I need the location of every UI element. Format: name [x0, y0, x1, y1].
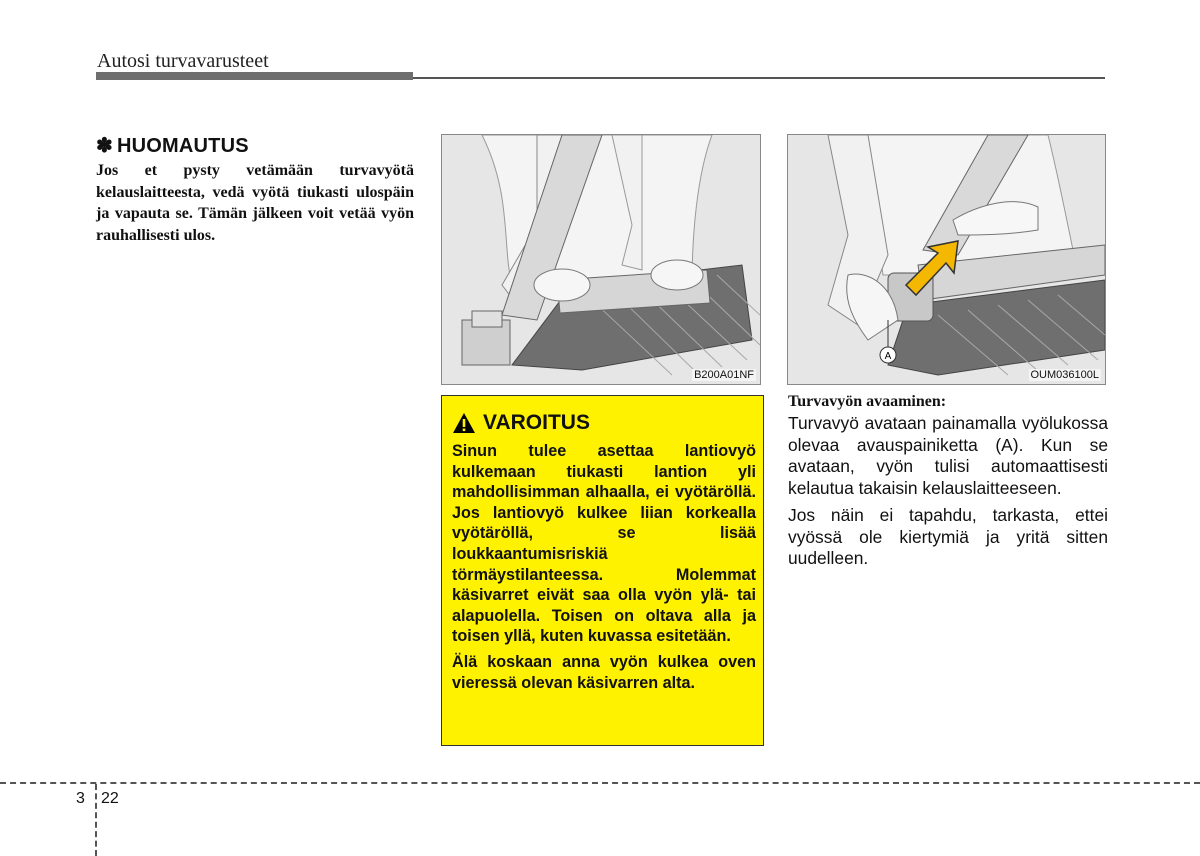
release-subheading: Turvavyön avaaminen: — [788, 393, 947, 410]
warning-paragraph: Älä koskaan anna vyön kulkea oven vieressä olevan käsivarren alta. — [452, 652, 756, 692]
figure-code: OUM036100L — [1030, 369, 1099, 381]
belt-release-illustration — [788, 135, 1105, 384]
section-title: Autosi turvavarusteet — [97, 50, 269, 72]
note-heading — [96, 133, 249, 158]
footer-rule — [0, 782, 1200, 784]
warning-box — [441, 395, 764, 746]
header-bar — [96, 72, 413, 80]
figure-code: B200A01NF — [694, 369, 754, 381]
warning-paragraph: Sinun tulee asettaa lantiovyö kulkemaan tiukasti lantion yli mahdollisimman alhaalla, ei vyötäröllä. Jos lantiovyö kulkee liian korkealla vyötäröllä, se lisää loukkaantumisriskiä törmäystilanteessa. Molemmat käsivarret eivät saa olla vyön ylä- tai alapuolella. Toisen on oltava alla ja toisen yllä, kuten kuvassa esitetään. — [452, 442, 756, 646]
release-paragraph: Turvavyö avataan painamalla vyölukossa olevaa avauspainiketta (A). Kun se avataan, vyön tulisi automaattisesti kelautua takaisin kelauslaitteeseen. — [788, 413, 1108, 498]
warning-heading-text: VAROITUS — [483, 411, 590, 434]
page-section-number: 3 — [76, 790, 85, 807]
note-text: Jos et pysty vetämään turvavyötä kelauslaitteesta, vedä vyötä tiukasti ulospäin ja vapauta se. Tämän jälkeen voit vetää vyön rauhallisesti ulos. — [96, 162, 414, 244]
warning-triangle-icon — [452, 412, 476, 434]
header-rule — [413, 77, 1105, 79]
lap-belt-illustration — [442, 135, 760, 384]
footer-divider — [95, 784, 97, 856]
figure-fastening-lap-belt — [441, 134, 761, 385]
warning-text — [452, 441, 756, 693]
release-text — [788, 413, 1108, 576]
figure-releasing-belt — [787, 134, 1106, 385]
asterisk-icon: ✽ — [96, 135, 113, 157]
warning-heading — [452, 411, 763, 435]
page-number: 22 — [101, 790, 119, 807]
release-paragraph: Jos näin ei tapahdu, tarkasta, ettei vyössä ole kiertymiä ja yritä sitten uudelleen. — [788, 505, 1108, 568]
note-heading-text: HUOMAUTUS — [116, 135, 249, 157]
callout-label: A — [884, 351, 892, 362]
